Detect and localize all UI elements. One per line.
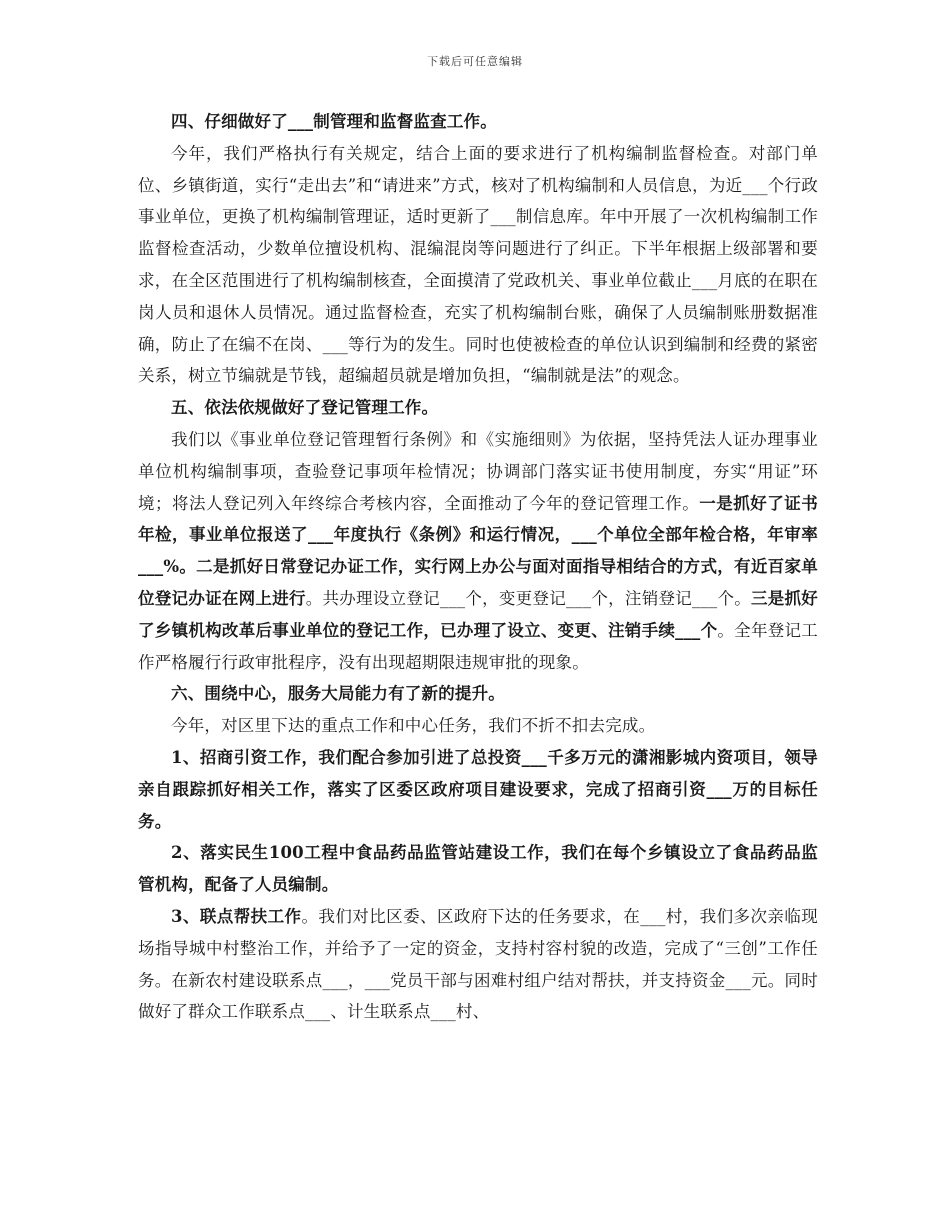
section-6-item-1: 1、招商引资工作，我们配合参加引进了总投资___千多万元的潇湘影城内资项目，领导亲自跟踪抓好相关工作，落实了区委区政府项目建设要求，完成了招商引资___万的目标任务。 <box>138 747 818 831</box>
document-body <box>138 106 818 1028</box>
section-5-intro: 我们以《事业单位登记管理暂行条例》和《实施细则》为依据，坚持凭法人证办理事业单位机构编制事项，查验登记事项年检情况；协调部门落实证书使用制度，夯实“用证”环境；将法人登记列入年终综合考核内容，全面推动了今年的登记管理工作。 <box>138 429 818 513</box>
page-header: 下载后可任意编辑 <box>427 55 523 68</box>
section-5-body <box>138 424 818 678</box>
section-6-intro: 今年，对区里下达的重点工作和中心任务，我们不折不扣去完成。 <box>171 716 656 736</box>
section-5-end: 。全年登记工作严格履行行政审批程序，没有出现超期限违规审批的现象。 <box>138 620 819 672</box>
section-5-bold-1: 一是抓好了证书年检，事业单位报送了___年度执行《条例》和运行情况，___个单位全部年检合格，年审率___%。二是抓好日常登记办证工作，实行网上办公与面对面指导相结合的方式，有近百家单位登记办证在网上进行 <box>138 493 818 608</box>
section-5-bold-2: 三是抓好了乡镇机构改革后事业单位的登记工作，已办理了设立、变更、注销手续___个 <box>138 588 819 640</box>
section-6-item-3 <box>138 901 818 1028</box>
section-4-heading: 四、仔细做好了___制管理和监督监查工作。 <box>171 112 497 131</box>
section-5-heading: 五、依法依规做好了登记管理工作。 <box>171 398 439 418</box>
section-6-heading: 六、围绕中心，服务大局能力有了新的提升。 <box>171 684 505 704</box>
section-6-item-3-body: 。我们对比区委、区政府下达的任务要求，在___村，我们多次亲临现场指导城中村整治工作，并给予了一定的资金，支持村容村貌的改造，完成了“三创”工作任务。在新农村建设联系点___，___党员干部与困难村组户结对帮扶，并支持资金___元。同时做好了群众工作联系点___、计生联系点___村、 <box>138 906 818 1022</box>
section-6-item-3-title: 3、联点帮扶工作 <box>171 906 302 926</box>
section-6-item-2: 2、落实民生100工程中食品药品监管站建设工作，我们在每个乡镇设立了食品药品监管机构，配备了人员编制。 <box>138 843 818 895</box>
section-4-body: 今年，我们严格执行有关规定，结合上面的要求进行了机构编制监督检查。对部门单位、乡镇街道，实行“走出去”和“请进来”方式，核对了机构编制和人员信息，为近___个行政事业单位，更换了机构编制管理证，适时更新了___制信息库。年中开展了一次机构编制工作监督检查活动，少数单位擅设机构、混编混岗等问题进行了纠正。下半年根据上级部署和要求，在全区范围进行了机构编制核查，全面摸清了党政机关、事业单位截止___月底的在职在岗人员和退休人员情况。通过监督检查，充实了机构编制台账，确保了人员编制账册数据准确，防止了在编不在岗、___等行为的发生。同时也使被检查的单位认识到编制和经费的紧密关系，树立节编就是节钱，超编超员就是增加负担，“编制就是法”的观念。 <box>138 143 818 386</box>
section-5-mid: 。共办理设立登记___个，变更登记___个，注销登记___个。 <box>305 588 751 608</box>
